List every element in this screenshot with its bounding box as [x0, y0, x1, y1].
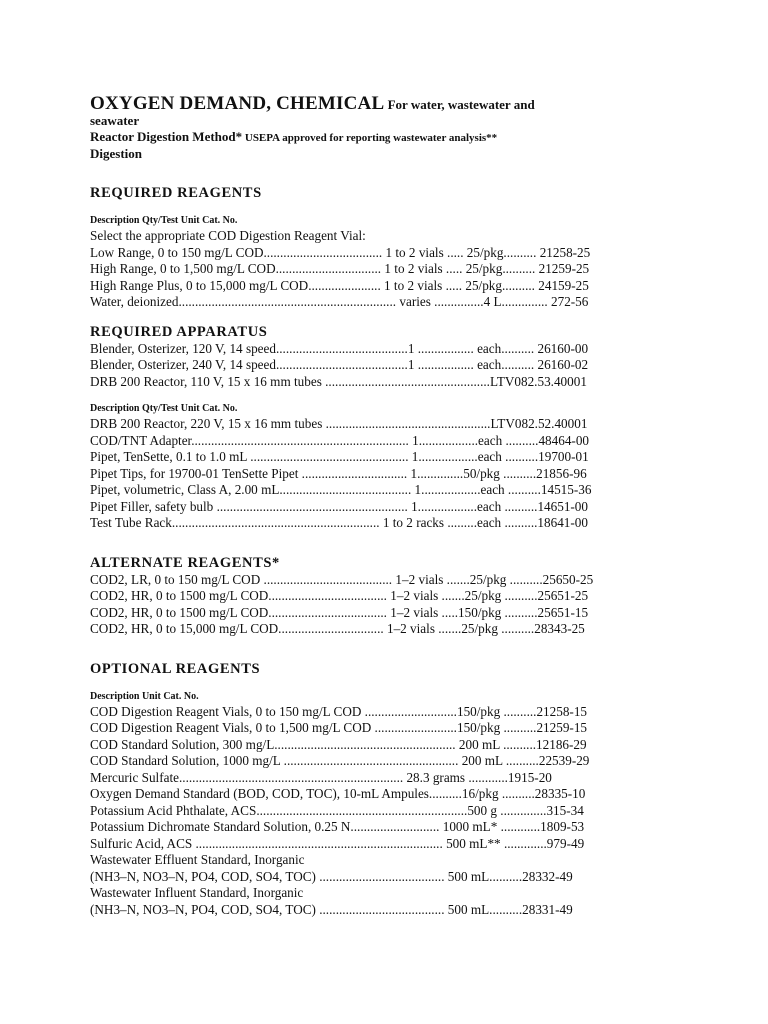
method-note: USEPA approved for reporting wastewater analysis**: [242, 132, 498, 144]
required-reagents-desc-header: Description Qty/Test Unit Cat. No.: [90, 215, 238, 226]
optional-reagent-row: COD Standard Solution, 1000 mg/L ..................................................... 200 mL ..........22539-29: [90, 753, 590, 768]
optional-reagent-row: Potassium Dichromate Standard Solution, 0.25 N........................... 1000 mL* ............1809-53: [90, 819, 585, 834]
optional-reagent-row: (NH3–N, NO3–N, PO4, COD, SO4, TOC) ...................................... 500 mL..........28332-49: [90, 868, 573, 884]
required-apparatus-desc-header: Description Qty/Test Unit Cat. No.: [90, 403, 238, 414]
alternate-reagents-heading: ALTERNATE REAGENTS*: [90, 554, 280, 571]
optional-reagents-desc-header: Description Unit Cat. No.: [90, 690, 199, 702]
apparatus-row: Blender, Osterizer, 120 V, 14 speed........................................1 ................. each.......... 26160-00: [90, 340, 589, 356]
optional-reagents-heading: OPTIONAL REAGENTS: [90, 660, 261, 677]
apparatus-row: COD/TNT Adapter.................................................................. 1..................each ..........48464-00: [90, 432, 590, 448]
document-page: [90, 93, 615, 918]
title-main: OXYGEN DEMAND, CHEMICAL: [90, 93, 385, 114]
apparatus-row: Pipet Tips, for 19700-01 TenSette Pipet ................................ 1..............50/pkg ..........21856-96: [90, 465, 587, 481]
optional-reagent-row: (NH3–N, NO3–N, PO4, COD, SO4, TOC) ...................................... 500 mL..........28331-49: [90, 901, 573, 917]
alternate-reagent-row: COD2, HR, 0 to 1500 mg/L COD.................................... 1–2 vials .....150/pkg ..........25651-15: [90, 604, 589, 620]
alternate-reagent-row: COD2, HR, 0 to 1500 mg/L COD.................................... 1–2 vials .......25/pkg ..........25651-25: [90, 588, 589, 603]
method-name: Reactor Digestion Method*: [90, 129, 243, 144]
method-line: [90, 129, 615, 146]
reagent-row: High Range Plus, 0 to 15,000 mg/L COD...................... 1 to 2 vials ..... 25/pkg.......... 24159-25: [90, 277, 589, 293]
required-reagents-heading: REQUIRED REAGENTS: [90, 185, 262, 201]
required-apparatus-heading: REQUIRED APPARATUS: [90, 323, 268, 340]
reagent-row: Low Range, 0 to 150 mg/L COD.................................... 1 to 2 vials ..... 25/pkg.......... 21258-25: [90, 244, 591, 260]
optional-reagent-row: Wastewater Influent Standard, Inorganic: [90, 885, 304, 900]
optional-reagent-row: Potassium Acid Phthalate, ACS................................................................500 g ..............315-34: [90, 802, 584, 818]
reagent-row: Select the appropriate COD Digestion Reagent Vial:: [90, 228, 366, 243]
method-line2: Digestion: [90, 146, 142, 161]
reagent-row: Water, deionized.................................................................. varies ...............4 L.............. 272-56: [90, 294, 589, 309]
apparatus-row: Blender, Osterizer, 240 V, 14 speed........................................1 ................. each.......... 26160-02: [90, 357, 589, 372]
optional-reagent-row: Oxygen Demand Standard (BOD, COD, TOC), 10-mL Ampules..........16/pkg ..........28335-10: [90, 786, 586, 801]
optional-reagent-row: COD Digestion Reagent Vials, 0 to 150 mg/L COD ............................150/pkg ..........21258-15: [90, 703, 588, 719]
optional-reagent-row: COD Standard Solution, 300 mg/L....................................................... 200 mL ..........12186-29: [90, 736, 587, 752]
apparatus-row: Pipet, TenSette, 0.1 to 1.0 mL ................................................ 1..................each ..........19700-01: [90, 449, 589, 464]
apparatus-row: DRB 200 Reactor, 220 V, 15 x 16 mm tubes ..................................................LTV082.52.40001: [90, 416, 588, 431]
apparatus-row: Pipet, volumetric, Class A, 2.00 mL........................................ 1..................each ..........14515-36: [90, 482, 592, 497]
optional-reagent-row: COD Digestion Reagent Vials, 0 to 1,500 mg/L COD .........................150/pkg ..........21259-15: [90, 720, 588, 735]
alternate-reagent-row: COD2, LR, 0 to 150 mg/L COD ....................................... 1–2 vials .......25/pkg ..........25650-25: [90, 571, 594, 587]
optional-reagent-row: Sulfuric Acid, ACS ........................................................................... 500 mL** .............979-49: [90, 835, 585, 851]
optional-reagent-row: Wastewater Effluent Standard, Inorganic: [90, 852, 305, 867]
alternate-reagent-row: COD2, HR, 0 to 15,000 mg/L COD................................ 1–2 vials .......25/pkg ..........28343-25: [90, 621, 585, 636]
apparatus-row: Pipet Filler, safety bulb .......................................................... 1..................each ..........14651-00: [90, 498, 588, 514]
apparatus-row: Test Tube Rack............................................................... 1 to 2 racks .........each ..........18641-00: [90, 515, 588, 530]
title-suffix: For water, wastewater and: [384, 97, 535, 112]
optional-reagent-row: Mercuric Sulfate.................................................................... 28.3 grams ............1915-20: [90, 769, 552, 785]
document-title: [90, 93, 615, 114]
title-suffix-line2: seawater: [90, 113, 140, 128]
apparatus-row: DRB 200 Reactor, 110 V, 15 x 16 mm tubes ..................................................LTV082.53.40001: [90, 373, 587, 389]
reagent-row: High Range, 0 to 1,500 mg/L COD................................ 1 to 2 vials ..... 25/pkg.......... 21259-25: [90, 261, 590, 276]
